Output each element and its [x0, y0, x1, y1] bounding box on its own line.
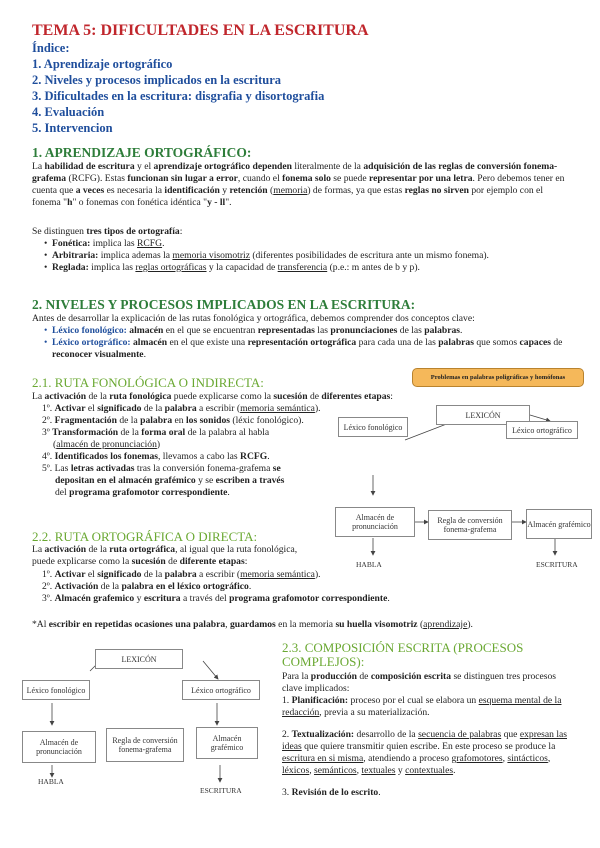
index-item: 4. Evaluación: [32, 105, 105, 119]
list-item: 1. Planificación: proceso por el cual se elabora un esquema mental de la redacción, previa a su materialización.: [282, 695, 562, 718]
section21-steps: [42, 403, 342, 499]
rcfg-box: Regla de conversión fonema-grafema: [106, 728, 184, 762]
escritura-label: ESCRITURA: [200, 786, 242, 795]
habla-label: HABLA: [356, 560, 382, 569]
list-item: depositan en el almacén grafémico y se escriben a través: [55, 475, 285, 486]
section2-intro: Antes de desarrollar la explicación de las rutas fonológica y ortográfica, debemos comprender dos conceptos clave: • Léxico fonológico: almacén en el que se encuentran representadas las pronunciaciones de las palabras. • Léxico ortográfico: almacén en el que existe una representación ortográfica para cada una de las palabras que somos capaces de reconocer visualmente.: [32, 313, 577, 361]
graf-box: Almacén grafémico: [526, 509, 592, 539]
list-item: (almacén de pronunciación): [53, 439, 161, 450]
habla-label: HABLA: [38, 777, 64, 786]
list-item: • Léxico fonológico: almacén en el que se encuentran representadas las pronunciaciones de las palabras.: [44, 325, 577, 337]
index-heading: Índice:: [32, 41, 70, 55]
list-item: 1º. Activar el significado de la palabra a escribir (memoria semántica).: [42, 403, 321, 414]
list-item: • Arbitraria: implica ademas la memoria visomotriz (diferentes posibilidades de escritura ante un mismo fonema).: [44, 250, 572, 262]
escritura-label: ESCRITURA: [536, 560, 578, 569]
section22-note: *Al escribir en repetidas ocasiones una palabra, guardamos en la memoria su huella visomotriz (aprendizaje).: [32, 619, 473, 630]
list-item: 2. Textualización: desarrollo de la secuencia de palabras que expresan las ideas que quiere transmitir quien escribe. En este proceso se produce la escritura en si misma, atendiendo a proceso grafomotores, sintácticos, léxicos, semánticos, textuales y contextuales.: [282, 729, 567, 776]
lexicon-box: LEXICÓN: [95, 649, 183, 669]
section1-paragraph: La habilidad de escritura y el aprendizaje ortográfico dependen literalmente de la adquisición de las reglas de conversión fonema-grafema (RCFG). Estas funcionan sin lugar a error, cuando el fonema solo se puede representar por una letra. Pero debemos tener en cuenta que a veces es necesaria la identificación y retención (memoria) de formas, ya que estas reglas no sirven por ejemplo con el fonema "h" o fonemas con fonética idéntica "y - ll".: [32, 161, 565, 208]
graf-box: Almacén grafémico: [196, 727, 258, 759]
list-item: • Léxico ortográfico: almacén en el que existe una representación ortográfica para cada una de las palabras que somos capaces de reconocer visualmente.: [44, 337, 577, 361]
section23-body: Para la producción de composición escrita se distinguen tres procesos clave implicados: 1. Planificación: proceso por el cual se elabora un esquema mental de la redacción, previa a su materialización. 2. Textualización: desarrollo de la secuencia de palabras que expresan las ideas que quiere transmitir quien escribe. En este proceso se produce la escritura en si misma, atendiendo a proceso grafomotores, sintácticos, léxicos, semánticos, textuales y contextuales. 3. Revisión de lo escrito.: [282, 671, 577, 799]
section21-intro: La activación de la ruta fonológica puede explicarse como la sucesión de diferentes etapas:: [32, 391, 393, 402]
section23-heading: 2.3. COMPOSICIÓN ESCRITA (PROCESOS COMPLEJOS):: [282, 640, 524, 669]
pron-box: Almacén de pronunciación: [335, 507, 415, 537]
rcfg-box: Regla de conversión fonema-grafema: [428, 510, 512, 540]
list-item: 5º. Las letras activadas tras la conversión fonema-grafema se: [42, 463, 281, 474]
section21-heading: 2.1. RUTA FONOLÓGICA O INDIRECTA:: [32, 375, 264, 390]
list-item: 2º. Activación de la palabra en el léxico ortográfico.: [42, 581, 252, 592]
note-tag: Problemas en palabras poligráficas y homófonas: [412, 368, 584, 387]
index-item: 5. Intervencion: [32, 121, 113, 135]
list-item: 1º. Activar el significado de la palabra a escribir (memoria semántica).: [42, 569, 321, 580]
lex-orto-box: Léxico ortográfico: [182, 680, 260, 700]
list-item: 3º Transformación de la forma oral de la palabra al habla: [42, 427, 270, 438]
section2-heading: 2. NIVELES Y PROCESOS IMPLICADOS EN LA ESCRITURA:: [32, 297, 416, 312]
index-item: 3. Dificultades en la escritura: disgrafia y disortografia: [32, 89, 325, 103]
list-item: • Fonética: implica las RCFG.: [44, 238, 572, 250]
lex-fon-box: Léxico fonológico: [22, 680, 90, 700]
section22-intro: La activación de la ruta ortográfica, al igual que la ruta fonológica, puede explicarse como la sucesión de diferente etapas:: [32, 544, 298, 567]
index: [32, 40, 324, 136]
list-item: del programa grafomotor correspondiente.: [55, 487, 230, 498]
ortografia-types: Se distinguen tres tipos de ortografía: • Fonética: implica las RCFG. • Arbitraria: implica ademas la memoria visomotriz (diferentes posibilidades de escritura ante un mismo fonema). • Reglada: implica las reglas ortográficas y la capacidad de transferencia (p.e.: m antes de b y p).: [32, 226, 572, 274]
index-item: 2. Niveles y procesos implicados en la escritura: [32, 73, 282, 87]
lex-fon-box: Léxico fonológico: [338, 417, 408, 437]
index-item: 1. Aprendizaje ortográfico: [32, 57, 173, 71]
section1-heading: 1. APRENDIZAJE ORTOGRÁFICO:: [32, 145, 252, 160]
list-item: 2º. Fragmentación de la palabra en los sonidos (léxic fonológico).: [42, 415, 304, 426]
section22-heading: 2.2. RUTA ORTOGRÁFICA O DIRECTA:: [32, 529, 258, 544]
list-item: 4º. Identificados los fonemas, llevamos a cabo las RCFG.: [42, 451, 270, 462]
pron-box: Almacén de pronunciación: [22, 731, 96, 763]
list-item: 3º. Almacén grafemico y escritura a través del programa grafomotor correspondiente.: [42, 593, 390, 604]
page-title: TEMA 5: DIFICULTADES EN LA ESCRITURA: [32, 22, 369, 39]
lex-orto-box: Léxico ortográfico: [506, 421, 578, 439]
section22-steps: [42, 569, 462, 605]
list-item: 3. Revisión de lo escrito.: [282, 787, 381, 798]
lexicon-box: LEXICÓN: [436, 405, 530, 425]
list-item: • Reglada: implica las reglas ortográficas y la capacidad de transferencia (p.e.: m antes de b y p).: [44, 262, 572, 274]
